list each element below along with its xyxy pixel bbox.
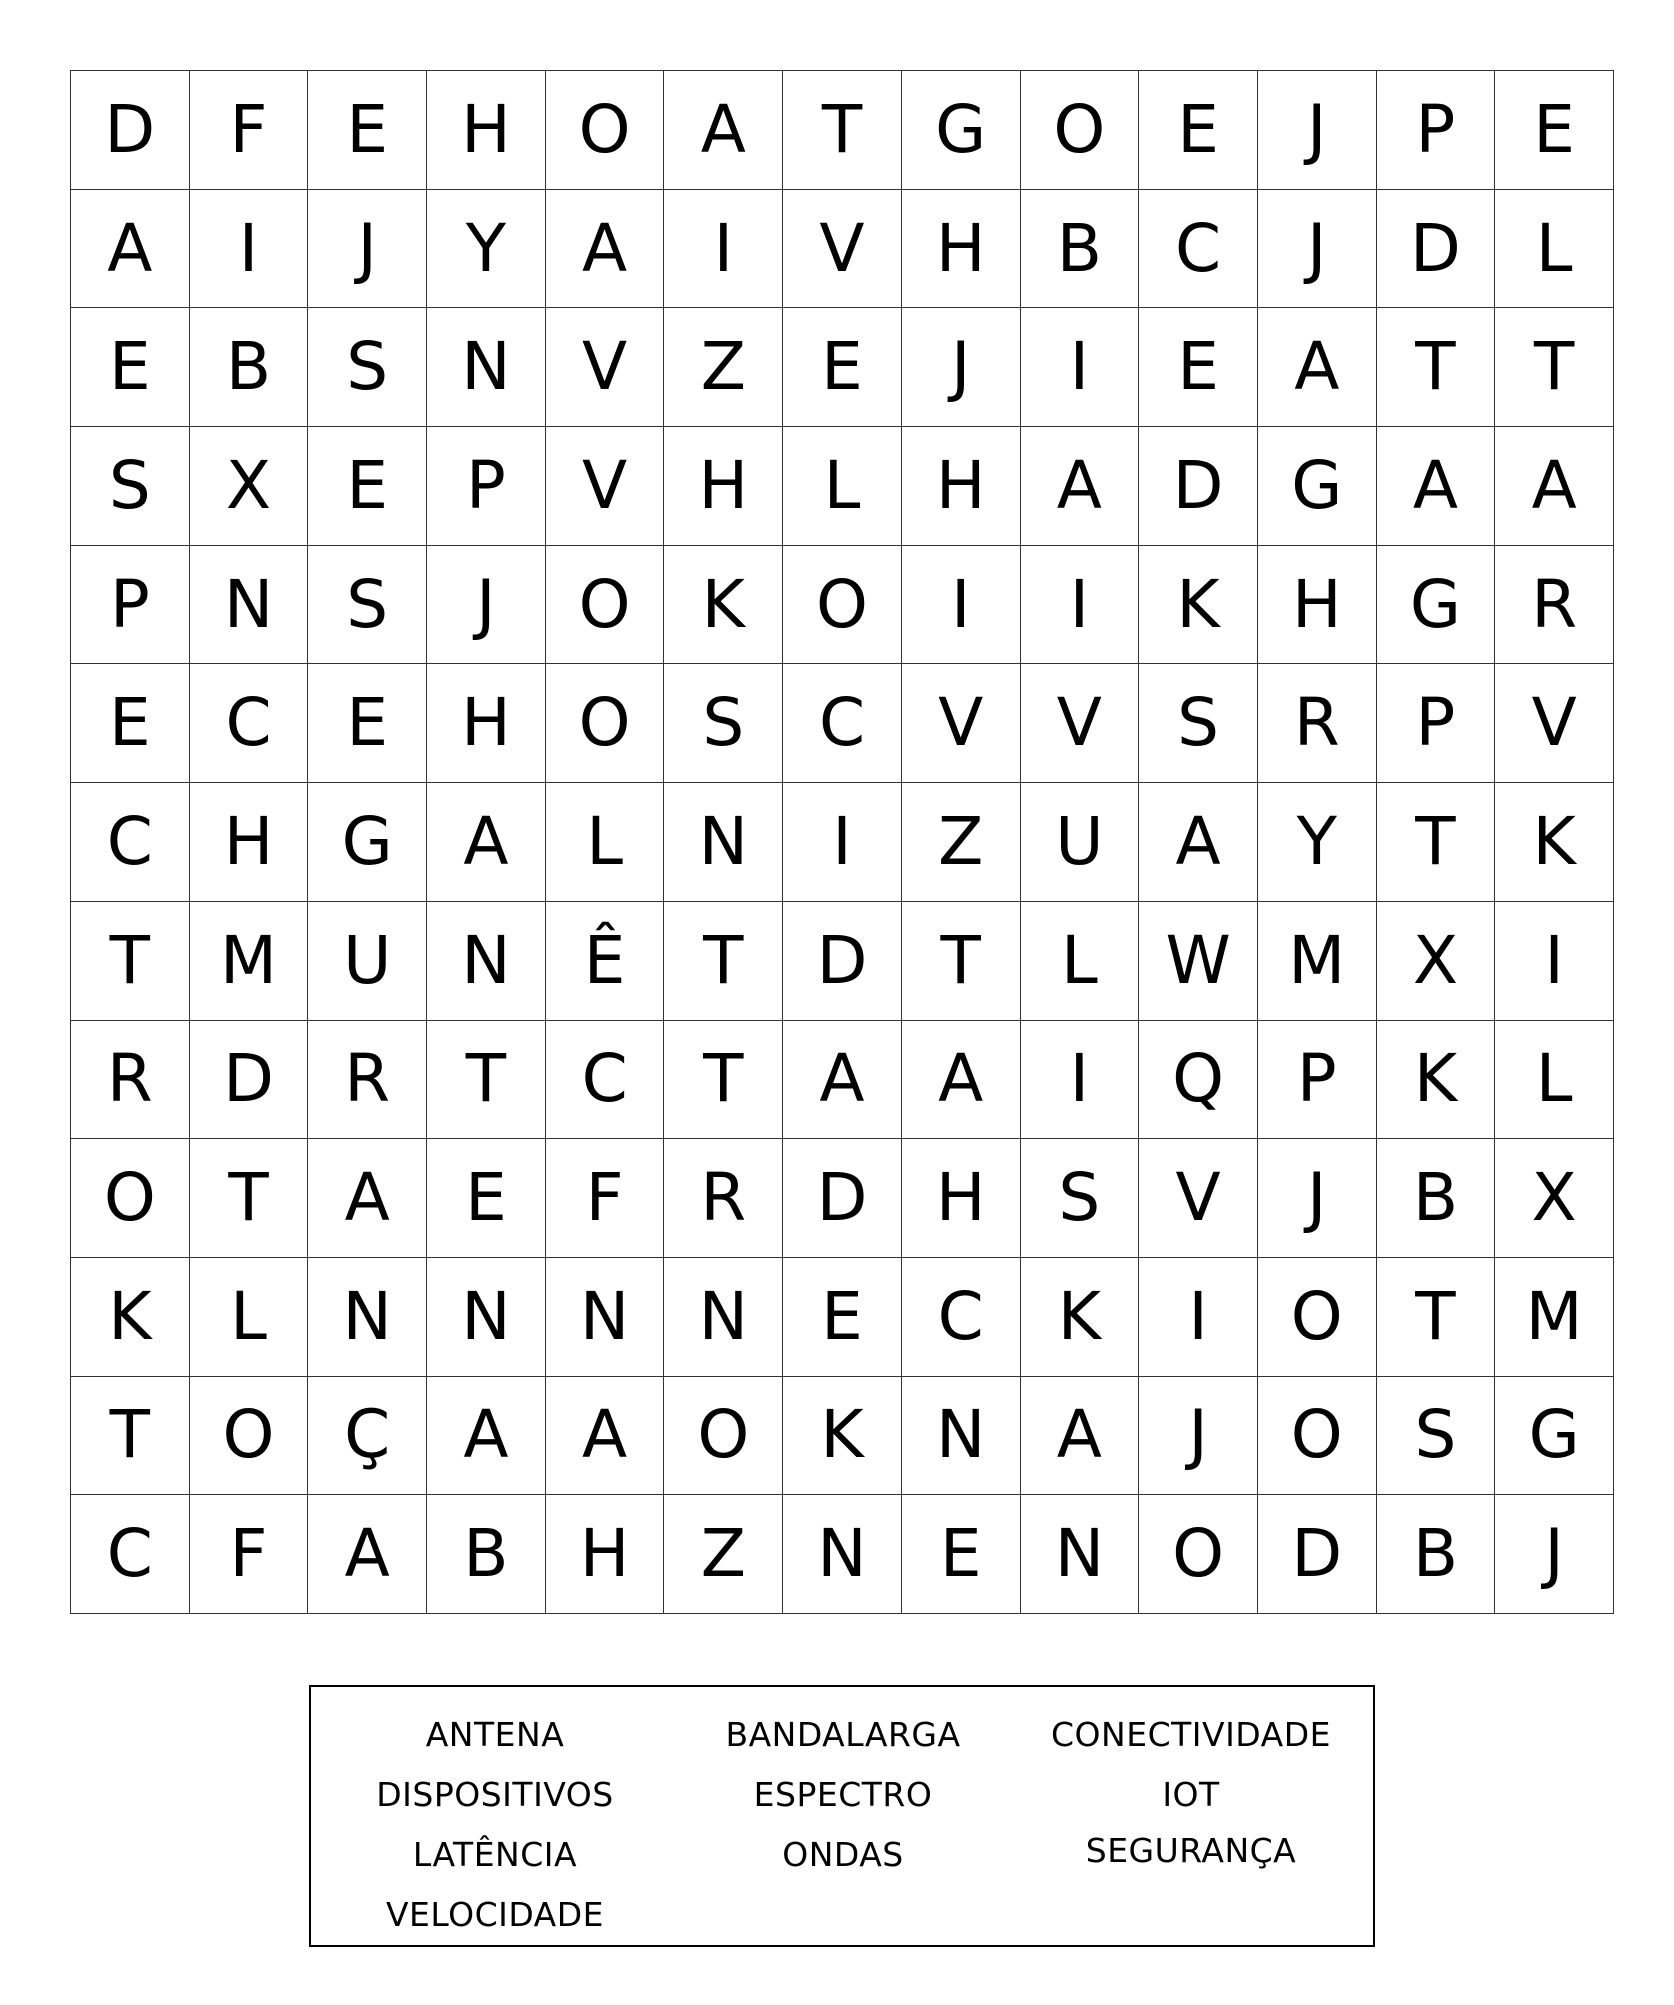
grid-cell: K — [71, 1258, 190, 1377]
grid-cell: V — [1139, 1139, 1258, 1258]
grid-cell: L — [546, 783, 665, 902]
grid-cell: H — [902, 190, 1021, 309]
grid-cell: N — [902, 1377, 1021, 1496]
grid-cell: T — [190, 1139, 309, 1258]
grid-cell: R — [308, 1021, 427, 1140]
grid-cell: O — [546, 546, 665, 665]
grid-cell: Z — [902, 783, 1021, 902]
grid-cell: V — [546, 308, 665, 427]
grid-cell: J — [1258, 71, 1377, 190]
grid-cell: T — [902, 902, 1021, 1021]
grid-cell: O — [1258, 1377, 1377, 1496]
grid-cell: I — [1021, 308, 1140, 427]
grid-cell: N — [664, 783, 783, 902]
grid-cell: H — [1258, 546, 1377, 665]
grid-cell: P — [1258, 1021, 1377, 1140]
grid-cell: S — [308, 546, 427, 665]
grid-cell: I — [1021, 1021, 1140, 1140]
grid-cell: N — [783, 1495, 902, 1614]
grid-cell: I — [1495, 902, 1614, 1021]
grid-cell: V — [902, 664, 1021, 783]
grid-cell: Z — [664, 308, 783, 427]
grid-cell: K — [1495, 783, 1614, 902]
grid-cell: H — [427, 664, 546, 783]
grid-cell: M — [1495, 1258, 1614, 1377]
grid-cell: E — [71, 664, 190, 783]
word-iot: IOT — [1162, 1775, 1220, 1814]
grid-cell: H — [902, 427, 1021, 546]
word-seguranca: SEGURANÇA — [1085, 1831, 1297, 1870]
grid-cell: N — [190, 546, 309, 665]
grid-cell: A — [1021, 1377, 1140, 1496]
grid-cell: R — [1258, 664, 1377, 783]
grid-cell: I — [902, 546, 1021, 665]
grid-cell: B — [1021, 190, 1140, 309]
grid-cell: A — [546, 1377, 665, 1496]
word-list — [309, 1685, 1375, 1947]
grid-cell: S — [1021, 1139, 1140, 1258]
grid-cell: O — [1258, 1258, 1377, 1377]
grid-cell: M — [1258, 902, 1377, 1021]
grid-cell: T — [1377, 308, 1496, 427]
grid-cell: M — [190, 902, 309, 1021]
grid-cell: C — [1139, 190, 1258, 309]
grid-cell: F — [546, 1139, 665, 1258]
word-velocidade: VELOCIDADE — [385, 1895, 605, 1934]
grid-cell: N — [1021, 1495, 1140, 1614]
grid-cell: J — [1495, 1495, 1614, 1614]
grid-cell: E — [308, 664, 427, 783]
word-bandalarga: BANDALARGA — [725, 1715, 961, 1754]
grid-cell: N — [427, 308, 546, 427]
grid-cell: K — [1139, 546, 1258, 665]
grid-cell: C — [783, 664, 902, 783]
grid-cell: Q — [1139, 1021, 1258, 1140]
grid-cell: Y — [1258, 783, 1377, 902]
grid-cell: A — [427, 1377, 546, 1496]
grid-cell: X — [1377, 902, 1496, 1021]
grid-cell: J — [427, 546, 546, 665]
grid-cell: A — [1258, 308, 1377, 427]
grid-cell: P — [427, 427, 546, 546]
grid-cell: T — [664, 902, 783, 1021]
grid-cell: G — [308, 783, 427, 902]
grid-cell: V — [546, 427, 665, 546]
grid-cell: E — [1139, 308, 1258, 427]
grid-cell: H — [427, 71, 546, 190]
grid-cell: S — [1139, 664, 1258, 783]
grid-cell: C — [71, 1495, 190, 1614]
grid-cell: E — [308, 71, 427, 190]
grid-cell: J — [1258, 190, 1377, 309]
grid-cell: E — [1139, 71, 1258, 190]
grid-cell: W — [1139, 902, 1258, 1021]
grid-cell: S — [71, 427, 190, 546]
grid-cell: X — [1495, 1139, 1614, 1258]
grid-cell: E — [1495, 71, 1614, 190]
grid-cell: C — [546, 1021, 665, 1140]
grid-cell: J — [902, 308, 1021, 427]
grid-cell: C — [902, 1258, 1021, 1377]
grid-cell: H — [902, 1139, 1021, 1258]
grid-cell: L — [1495, 1021, 1614, 1140]
grid-cell: O — [546, 664, 665, 783]
grid-cell: D — [783, 902, 902, 1021]
grid-cell: N — [427, 902, 546, 1021]
grid-cell: N — [308, 1258, 427, 1377]
word-column-3 — [1021, 1705, 1361, 1885]
grid-cell: K — [783, 1377, 902, 1496]
grid-cell: T — [664, 1021, 783, 1140]
grid-cell: O — [664, 1377, 783, 1496]
grid-cell: H — [664, 427, 783, 546]
grid-cell: I — [1139, 1258, 1258, 1377]
grid-cell: O — [71, 1139, 190, 1258]
grid-cell: U — [308, 902, 427, 1021]
grid-cell: A — [546, 190, 665, 309]
grid-cell: O — [783, 546, 902, 665]
grid-cell: J — [1139, 1377, 1258, 1496]
grid-cell: D — [1139, 427, 1258, 546]
grid-cell: L — [1495, 190, 1614, 309]
grid-cell: T — [1377, 1258, 1496, 1377]
grid-cell: A — [1495, 427, 1614, 546]
grid-cell: E — [71, 308, 190, 427]
grid-cell: L — [1021, 902, 1140, 1021]
grid-cell: R — [664, 1139, 783, 1258]
grid-cell: C — [71, 783, 190, 902]
grid-cell: D — [190, 1021, 309, 1140]
grid-cell: L — [190, 1258, 309, 1377]
word-latencia: LATÊNCIA — [412, 1835, 578, 1874]
grid-cell: A — [71, 190, 190, 309]
grid-cell: S — [664, 664, 783, 783]
grid-cell: T — [71, 902, 190, 1021]
grid-cell: Y — [427, 190, 546, 309]
grid-cell: E — [902, 1495, 1021, 1614]
grid-cell: I — [783, 783, 902, 902]
grid-cell: B — [427, 1495, 546, 1614]
grid-cell: N — [546, 1258, 665, 1377]
grid-cell: A — [1021, 427, 1140, 546]
grid-cell: D — [1377, 190, 1496, 309]
grid-cell: H — [546, 1495, 665, 1614]
grid-cell: V — [1495, 664, 1614, 783]
grid-cell: E — [308, 427, 427, 546]
grid-cell: T — [1495, 308, 1614, 427]
grid-cell: F — [190, 71, 309, 190]
grid-cell: O — [1139, 1495, 1258, 1614]
grid-cell: T — [427, 1021, 546, 1140]
grid-cell: P — [1377, 71, 1496, 190]
grid-cell: U — [1021, 783, 1140, 902]
grid-cell: O — [546, 71, 665, 190]
grid-cell: T — [1377, 783, 1496, 902]
grid-cell: R — [1495, 546, 1614, 665]
grid-cell: O — [190, 1377, 309, 1496]
grid-cell: H — [190, 783, 309, 902]
word-ondas: ONDAS — [782, 1835, 904, 1874]
grid-cell: T — [71, 1377, 190, 1496]
grid-cell: A — [902, 1021, 1021, 1140]
grid-cell: J — [1258, 1139, 1377, 1258]
word-antena: ANTENA — [425, 1715, 565, 1754]
grid-cell: B — [1377, 1139, 1496, 1258]
grid-cell: A — [664, 71, 783, 190]
letter-grid — [70, 70, 1614, 1614]
grid-cell: X — [190, 427, 309, 546]
grid-cell: N — [427, 1258, 546, 1377]
grid-cell: K — [1377, 1021, 1496, 1140]
grid-cell: F — [190, 1495, 309, 1614]
word-dispositivos: DISPOSITIVOS — [376, 1775, 614, 1814]
grid-cell: P — [71, 546, 190, 665]
grid-cell: E — [427, 1139, 546, 1258]
grid-cell: J — [308, 190, 427, 309]
grid-cell: A — [1139, 783, 1258, 902]
grid-cell: D — [783, 1139, 902, 1258]
grid-cell: T — [783, 71, 902, 190]
grid-cell: P — [1377, 664, 1496, 783]
grid-cell: Ê — [546, 902, 665, 1021]
grid-cell: A — [1377, 427, 1496, 546]
grid-cell: L — [783, 427, 902, 546]
grid-cell: S — [1377, 1377, 1496, 1496]
grid-cell: A — [308, 1495, 427, 1614]
grid-cell: A — [783, 1021, 902, 1140]
grid-cell: B — [1377, 1495, 1496, 1614]
word-column-1 — [325, 1705, 665, 1945]
grid-cell: A — [308, 1139, 427, 1258]
grid-cell: G — [1495, 1377, 1614, 1496]
grid-cell: D — [71, 71, 190, 190]
word-column-2 — [673, 1705, 1013, 1885]
grid-cell: O — [1021, 71, 1140, 190]
grid-cell: K — [664, 546, 783, 665]
word-conectividade: CONECTIVIDADE — [1051, 1715, 1331, 1754]
grid-cell: Ç — [308, 1377, 427, 1496]
grid-cell: I — [190, 190, 309, 309]
grid-cell: S — [308, 308, 427, 427]
grid-cell: I — [664, 190, 783, 309]
grid-cell: K — [1021, 1258, 1140, 1377]
word-espectro: ESPECTRO — [753, 1775, 933, 1814]
grid-cell: G — [1377, 546, 1496, 665]
grid-cell: D — [1258, 1495, 1377, 1614]
grid-cell: A — [427, 783, 546, 902]
grid-cell: N — [664, 1258, 783, 1377]
grid-cell: I — [1021, 546, 1140, 665]
grid-cell: B — [190, 308, 309, 427]
grid-cell: E — [783, 308, 902, 427]
grid-cell: C — [190, 664, 309, 783]
grid-cell: G — [1258, 427, 1377, 546]
grid-cell: R — [71, 1021, 190, 1140]
grid-cell: V — [1021, 664, 1140, 783]
grid-cell: V — [783, 190, 902, 309]
grid-cell: G — [902, 71, 1021, 190]
grid-cell: Z — [664, 1495, 783, 1614]
grid-cell: E — [783, 1258, 902, 1377]
